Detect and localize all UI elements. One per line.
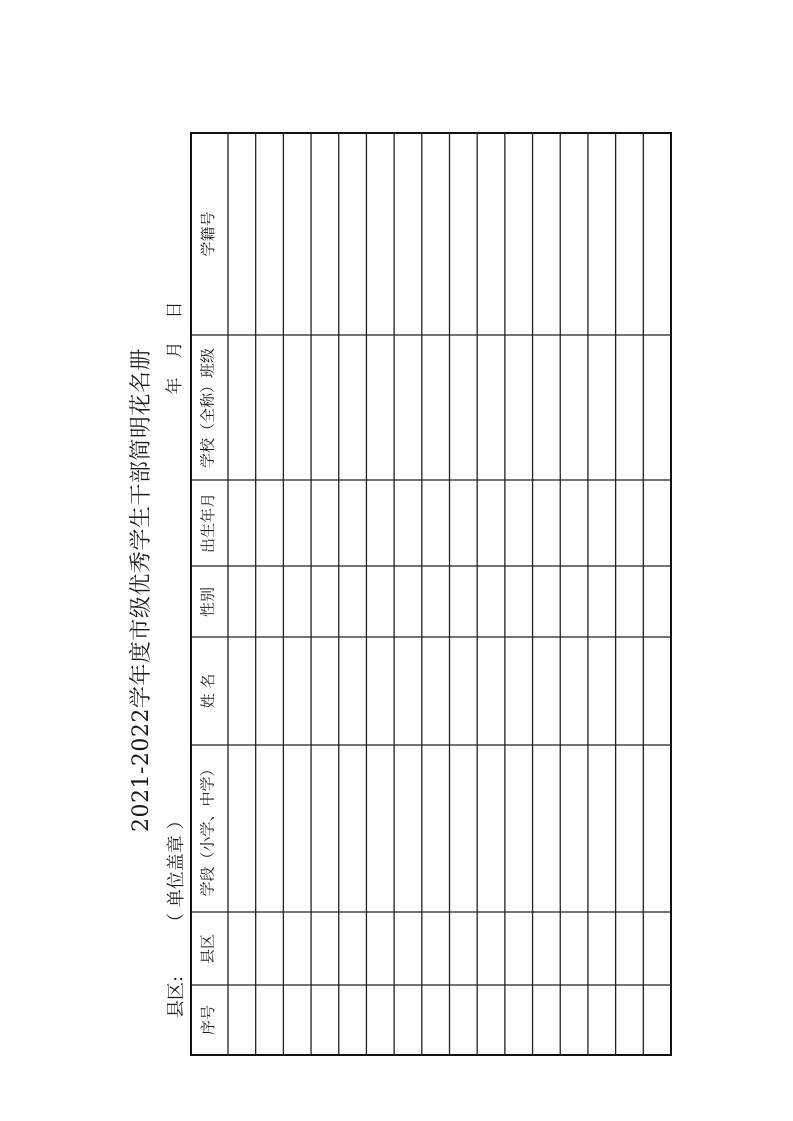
table-cell-name[interactable]	[284, 638, 310, 744]
table-cell-seq[interactable]	[534, 986, 560, 1054]
county-label: 县区:	[166, 975, 187, 1019]
table-cell-stage[interactable]	[423, 746, 449, 911]
table-cell-gender[interactable]	[617, 567, 643, 636]
table-cell-name[interactable]	[534, 638, 560, 744]
date-day-label: 日	[165, 301, 185, 319]
table-cell-seq[interactable]	[312, 986, 338, 1054]
table-cell-gender[interactable]	[589, 567, 615, 636]
table-cell-stage[interactable]	[451, 746, 477, 911]
table-cell-stage[interactable]	[478, 746, 504, 911]
table-cell-student_id[interactable]	[478, 134, 504, 334]
table-cell-district[interactable]	[312, 913, 338, 984]
table-cell-birth[interactable]	[617, 481, 643, 565]
table-cell-gender[interactable]	[534, 567, 560, 636]
table-cell-name[interactable]	[506, 638, 532, 744]
table-cell-seq[interactable]	[229, 986, 255, 1054]
table-cell-stage[interactable]	[284, 746, 310, 911]
table-cell-seq[interactable]	[395, 986, 421, 1054]
table-cell-birth[interactable]	[257, 481, 283, 565]
table-cell-birth[interactable]	[229, 481, 255, 565]
table-cell-district[interactable]	[478, 913, 504, 984]
table-cell-name[interactable]	[229, 638, 255, 744]
table-cell-seq[interactable]	[478, 986, 504, 1054]
column-header-gender: 性别	[198, 586, 217, 617]
table-cell-student_id[interactable]	[367, 134, 393, 334]
table-cell-stage[interactable]	[644, 746, 670, 911]
table-cell-school_class[interactable]	[312, 336, 338, 479]
table-cell-gender[interactable]	[340, 567, 366, 636]
table-cell-school_class[interactable]	[451, 336, 477, 479]
table-cell-birth[interactable]	[340, 481, 366, 565]
column-header-name: 姓 名	[198, 673, 217, 709]
table-cell-name[interactable]	[589, 638, 615, 744]
column-header-stage: 学段（小学、中学）	[198, 761, 217, 897]
table-cell-stage[interactable]	[367, 746, 393, 911]
table-cell-seq[interactable]	[367, 986, 393, 1054]
table-cell-birth[interactable]	[534, 481, 560, 565]
table-cell-district[interactable]	[589, 913, 615, 984]
table-cell-name[interactable]	[423, 638, 449, 744]
table-cell-district[interactable]	[257, 913, 283, 984]
table-cell-birth[interactable]	[367, 481, 393, 565]
table-cell-name[interactable]	[451, 638, 477, 744]
table-cell-gender[interactable]	[561, 567, 587, 636]
table-cell-student_id[interactable]	[644, 134, 670, 334]
table-cell-seq[interactable]	[423, 986, 449, 1054]
table-cell-student_id[interactable]	[312, 134, 338, 334]
table-cell-gender[interactable]	[478, 567, 504, 636]
table-cell-stage[interactable]	[395, 746, 421, 911]
table-cell-district[interactable]	[451, 913, 477, 984]
table-cell-school_class[interactable]	[284, 336, 310, 479]
table-cell-stage[interactable]	[506, 746, 532, 911]
table-cell-name[interactable]	[340, 638, 366, 744]
table-cell-birth[interactable]	[395, 481, 421, 565]
table-cell-stage[interactable]	[534, 746, 560, 911]
table-cell-stage[interactable]	[589, 746, 615, 911]
table-cell-school_class[interactable]	[478, 336, 504, 479]
table-cell-gender[interactable]	[284, 567, 310, 636]
table-cell-gender[interactable]	[644, 567, 670, 636]
table-cell-name[interactable]	[617, 638, 643, 744]
table-cell-birth[interactable]	[423, 481, 449, 565]
table-cell-seq[interactable]	[589, 986, 615, 1054]
table-cell-gender[interactable]	[506, 567, 532, 636]
table-cell-seq[interactable]	[257, 986, 283, 1054]
table-cell-stage[interactable]	[229, 746, 255, 911]
table-cell-name[interactable]	[644, 638, 670, 744]
table-cell-seq[interactable]	[506, 986, 532, 1054]
table-cell-school_class[interactable]	[229, 336, 255, 479]
table-cell-seq[interactable]	[617, 986, 643, 1054]
table-cell-district[interactable]	[617, 913, 643, 984]
table-cell-birth[interactable]	[561, 481, 587, 565]
table-cell-seq[interactable]	[451, 986, 477, 1054]
table-cell-student_id[interactable]	[617, 134, 643, 334]
table-cell-gender[interactable]	[423, 567, 449, 636]
table-cell-student_id[interactable]	[589, 134, 615, 334]
table-cell-seq[interactable]	[340, 986, 366, 1054]
table-cell-seq[interactable]	[644, 986, 670, 1054]
table-cell-birth[interactable]	[284, 481, 310, 565]
table-cell-district[interactable]	[367, 913, 393, 984]
table-cell-district[interactable]	[229, 913, 255, 984]
table-cell-stage[interactable]	[617, 746, 643, 911]
table-cell-stage[interactable]	[561, 746, 587, 911]
table-cell-student_id[interactable]	[284, 134, 310, 334]
table-cell-birth[interactable]	[506, 481, 532, 565]
table-cell-district[interactable]	[395, 913, 421, 984]
table-cell-seq[interactable]	[561, 986, 587, 1054]
table-cell-school_class[interactable]	[423, 336, 449, 479]
table-cell-school_class[interactable]	[340, 336, 366, 479]
table-cell-gender[interactable]	[229, 567, 255, 636]
table-cell-school_class[interactable]	[534, 336, 560, 479]
table-cell-gender[interactable]	[257, 567, 283, 636]
table-cell-name[interactable]	[257, 638, 283, 744]
table-cell-district[interactable]	[534, 913, 560, 984]
date-month-label: 月	[165, 341, 185, 359]
table-cell-birth[interactable]	[451, 481, 477, 565]
table-cell-stage[interactable]	[340, 746, 366, 911]
table-cell-student_id[interactable]	[561, 134, 587, 334]
table-cell-student_id[interactable]	[534, 134, 560, 334]
table-cell-school_class[interactable]	[617, 336, 643, 479]
table-cell-seq[interactable]	[284, 986, 310, 1054]
table-cell-birth[interactable]	[312, 481, 338, 565]
table-cell-birth[interactable]	[644, 481, 670, 565]
table-cell-school_class[interactable]	[561, 336, 587, 479]
table-cell-school_class[interactable]	[367, 336, 393, 479]
table-cell-student_id[interactable]	[506, 134, 532, 334]
table-cell-district[interactable]	[644, 913, 670, 984]
date-year-label: 年	[165, 377, 185, 395]
table-cell-student_id[interactable]	[257, 134, 283, 334]
table-cell-name[interactable]	[367, 638, 393, 744]
table-cell-name[interactable]	[395, 638, 421, 744]
column-header-district: 县区	[198, 933, 217, 964]
table-cell-name[interactable]	[478, 638, 504, 744]
table-cell-district[interactable]	[561, 913, 587, 984]
table-cell-name[interactable]	[561, 638, 587, 744]
table-cell-school_class[interactable]	[395, 336, 421, 479]
table-cell-stage[interactable]	[312, 746, 338, 911]
table-cell-district[interactable]	[423, 913, 449, 984]
page-title: 2021-2022学年度市级优秀学生干部简明花名册	[129, 348, 154, 832]
table-cell-district[interactable]	[340, 913, 366, 984]
stamp-label: （ 单位盖章 ）	[166, 811, 187, 931]
column-header-birth: 出生年月	[198, 493, 217, 554]
table-cell-school_class[interactable]	[644, 336, 670, 479]
table-cell-name[interactable]	[312, 638, 338, 744]
table-cell-gender[interactable]	[312, 567, 338, 636]
table-cell-student_id[interactable]	[340, 134, 366, 334]
column-header-seq: 序号	[198, 1005, 217, 1036]
table-cell-birth[interactable]	[478, 481, 504, 565]
table-cell-student_id[interactable]	[229, 134, 255, 334]
table-cell-district[interactable]	[506, 913, 532, 984]
table-cell-school_class[interactable]	[257, 336, 283, 479]
table-cell-student_id[interactable]	[395, 134, 421, 334]
table-cell-school_class[interactable]	[589, 336, 615, 479]
table-cell-student_id[interactable]	[423, 134, 449, 334]
table-cell-school_class[interactable]	[506, 336, 532, 479]
table-cell-gender[interactable]	[451, 567, 477, 636]
column-header-student_id: 学籍号	[198, 211, 217, 257]
table-cell-birth[interactable]	[589, 481, 615, 565]
table-cell-district[interactable]	[284, 913, 310, 984]
table-cell-gender[interactable]	[395, 567, 421, 636]
column-header-school_class: 学校（全称）班级	[198, 347, 217, 468]
table-cell-gender[interactable]	[367, 567, 393, 636]
table-cell-stage[interactable]	[257, 746, 283, 911]
table-cell-student_id[interactable]	[451, 134, 477, 334]
